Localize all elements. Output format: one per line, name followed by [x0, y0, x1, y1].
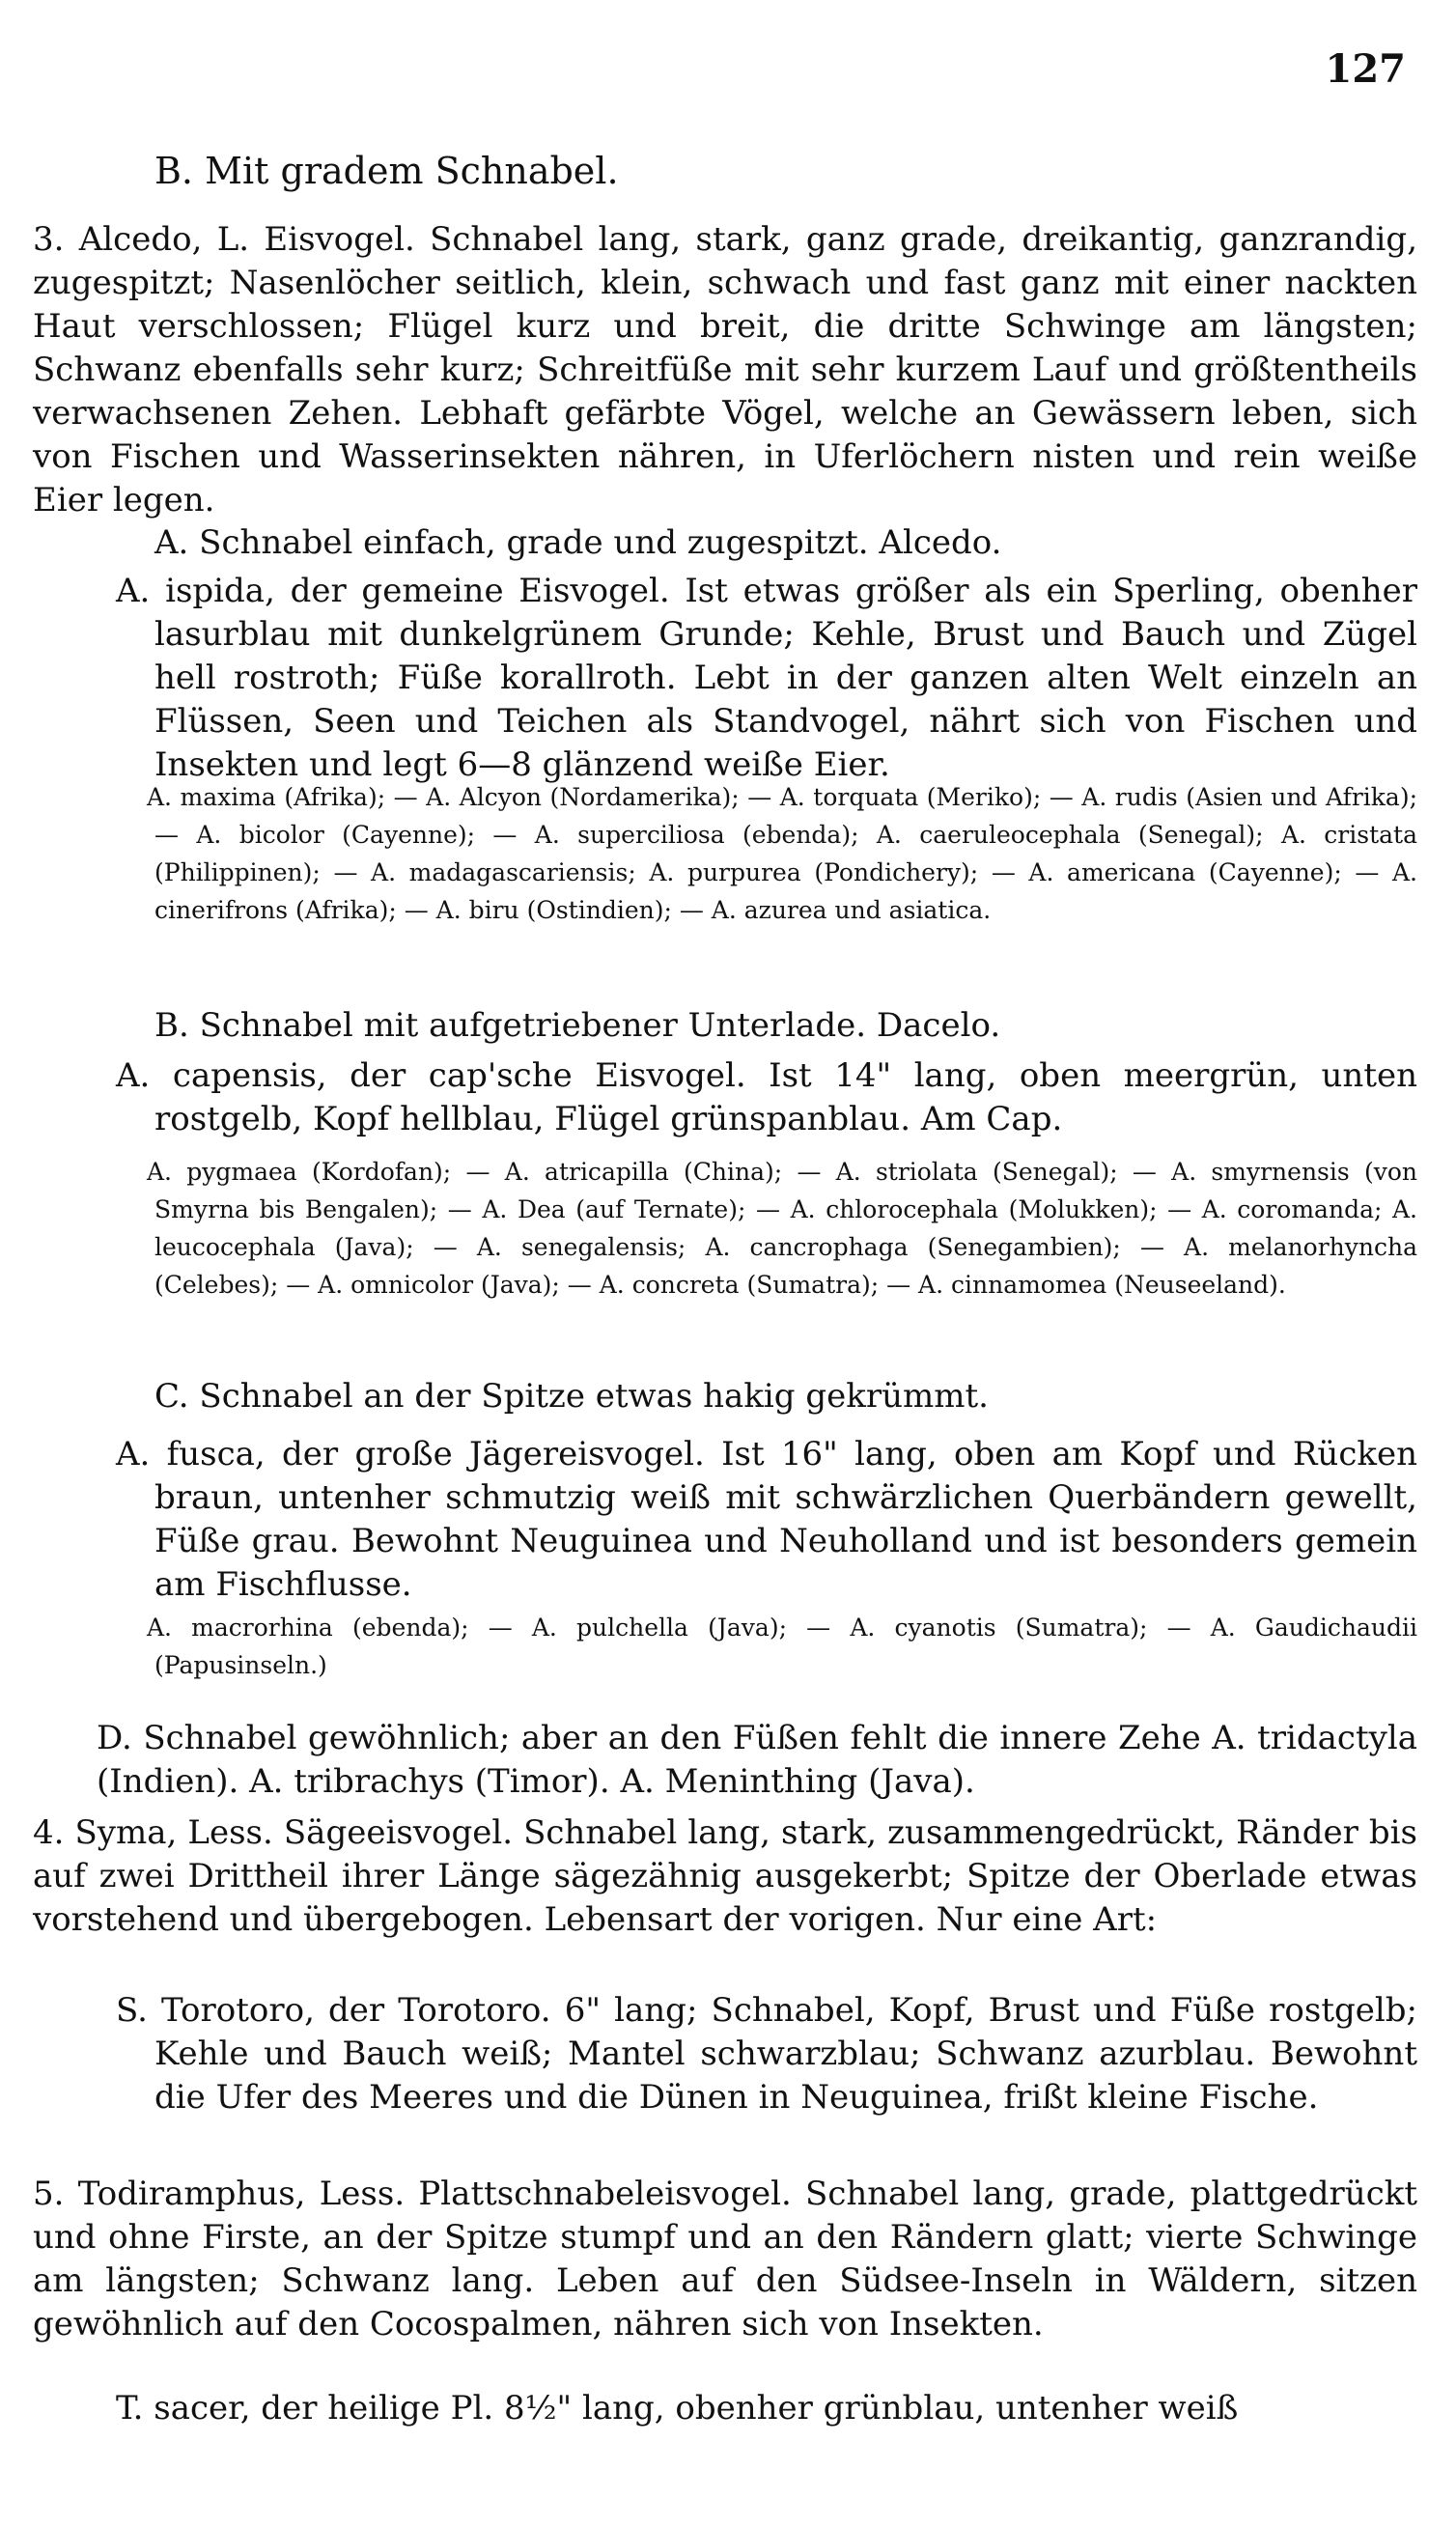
c-species-list: A. macrorhina (ebenda); — A. pulchella (Java); — A. cyanotis (Sumatra); — A. Gaudichaudii (Papusinseln.)	[147, 1614, 1417, 1679]
species-ispida-paragraph: A. ispida, der gemeine Eisvogel. Ist etwas größer als ein Sperling, obenher lasurblau mit dunkelgrünem Grunde; Kehle, Brust und Bauch und Zügel hell rostroth; Füße korallroth. Lebt in der ganzen alten Welt einzeln an Flüssen, Seen und Teichen als Standvogel, nährt sich von Fischen und Insekten und legt 6—8 glänzend weiße Eier.	[116, 572, 1417, 784]
subsection-b-heading: B. Schnabel mit aufgetriebener Unterlade. Dacelo.	[154, 1006, 1001, 1045]
species-capensis-paragraph: A. capensis, der cap'sche Eisvogel. Ist 14" lang, oben meergrün, unten rostgelb, Kopf hellblau, Flügel grünspanblau. Am Cap.	[116, 1056, 1417, 1138]
page-number: 127	[1325, 46, 1406, 92]
genus-syma-paragraph: 4. Syma, Less. Sägeeisvogel. Schnabel lang, stark, zusammengedrückt, Ränder bis auf zwei Drittheil ihrer Länge sägezähnig ausgekerbt; Spitze der Oberlade etwas vorstehend und übergebogen. Lebensart der vorigen. Nur eine Art:	[33, 1813, 1417, 1939]
subsection-a-heading: A. Schnabel einfach, grade und zugespitzt. Alcedo.	[154, 523, 1002, 562]
genus-alcedo-paragraph: 3. Alcedo, L. Eisvogel. Schnabel lang, stark, ganz grade, dreikantig, ganzrandig, zugespitzt; Nasenlöcher seitlich, klein, schwach und fast ganz mit einer nackten Haut verschlossen; Flügel kurz und breit, die dritte Schwinge am längsten; Schwanz ebenfalls sehr kurz; Schreitfüße mit sehr kurzem Lauf und größtentheils verwachsenen Zehen. Lebhaft gefärbte Vögel, welche an Gewässern leben, sich von Fischen und Wasserinsekten nähren, in Uferlöchern nisten und rein weiße Eier legen.	[33, 220, 1417, 519]
subsection-c-heading: C. Schnabel an der Spitze etwas hakig gekrümmt.	[154, 1377, 989, 1416]
species-torotoro-paragraph: S. Torotoro, der Torotoro. 6" lang; Schnabel, Kopf, Brust und Füße rostgelb; Kehle und Bauch weiß; Mantel schwarzblau; Schwanz azurblau. Bewohnt die Ufer des Meeres und die Dünen in Neuguinea, frißt kleine Fische.	[116, 1991, 1417, 2117]
dacelo-species-list: A. pygmaea (Kordofan); — A. atricapilla (China); — A. striolata (Senegal); — A. smyrnensis (von Smyrna bis Bengalen); — A. Dea (auf Ternate); — A. chlorocephala (Molukken); — A. coromanda; A. leucocephala (Java); — A. senegalensis; A. cancrophaga (Senegambien); — A. melanorhyncha (Celebes); — A. omnicolor (Java); — A. concreta (Sumatra); — A. cinnamomea (Neuseeland).	[147, 1158, 1417, 1299]
alcedo-species-list: A. maxima (Afrika); — A. Alcyon (Nordamerika); — A. torquata (Meriko); — A. rudis (Asien und Afrika); — A. bicolor (Cayenne); — A. superciliosa (ebenda); A. caeruleocephala (Senegal); A. cristata (Philippinen); — A. madagascariensis; A. purpurea (Pondichery); — A. americana (Cayenne); — A. cinerifrons (Afrika); — A. biru (Ostindien); — A. azurea und asiatica.	[147, 783, 1417, 924]
species-fusca-paragraph: A. fusca, der große Jägereisvogel. Ist 16" lang, oben am Kopf und Rücken braun, untenher schmutzig weiß mit schwärzlichen Querbändern gewellt, Füße grau. Bewohnt Neuguinea und Neuholland und ist besonders gemein am Fischflusse.	[116, 1435, 1417, 1604]
section-heading-b: B. Mit gradem Schnabel.	[154, 150, 619, 192]
species-sacer-paragraph: T. sacer, der heilige Pl. 8½" lang, obenher grünblau, untenher weiß	[116, 2389, 1239, 2428]
subsection-d-paragraph: D. Schnabel gewöhnlich; aber an den Füßen fehlt die innere Zehe A. tridactyla (Indien). A. tribrachys (Timor). A. Meninthing (Java).	[97, 1719, 1417, 1801]
genus-todiramphus-paragraph: 5. Todiramphus, Less. Plattschnabeleisvogel. Schnabel lang, grade, plattgedrückt und ohne Firste, an der Spitze stumpf und an den Rändern glatt; vierte Schwinge am längsten; Schwanz lang. Leben auf den Südsee-Inseln in Wäldern, sitzen gewöhnlich auf den Cocospalmen, nähren sich von Insekten.	[33, 2175, 1417, 2344]
